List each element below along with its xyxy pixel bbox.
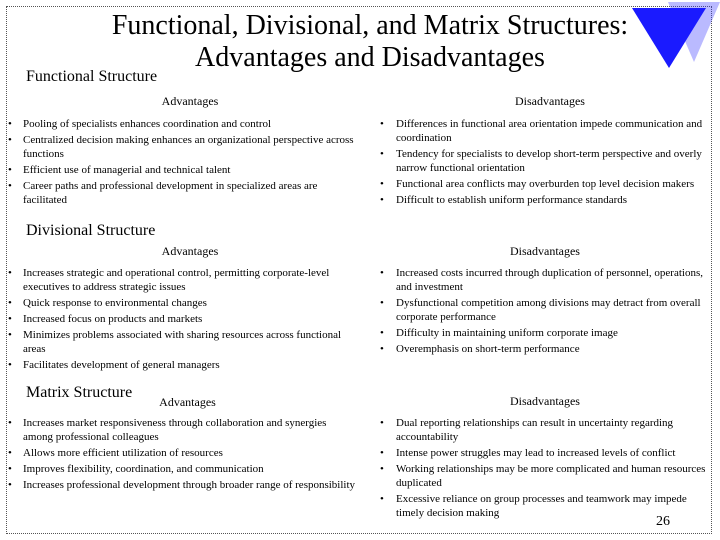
list-item: • Pooling of specialists enhances coordination and control [6, 117, 358, 131]
list-item: • Increases professional development through broader range of responsibility [6, 478, 358, 492]
functional-disadvantages-label: Disadvantages [515, 94, 585, 108]
list-item: • Dual reporting relationships can result in uncertainty regarding accountability [380, 416, 710, 444]
list-item: • Excessive reliance on group processes and teamwork may impede timely decision making [380, 492, 710, 520]
list-item: • Improves flexibility, coordination, and communication [6, 462, 358, 476]
functional-heading: Functional Structure [26, 68, 158, 85]
matrix-advantages-list [6, 416, 358, 494]
functional-advantages-label: Advantages [161, 94, 219, 108]
matrix-disadvantages-label: Disadvantages [510, 394, 580, 408]
list-item: • Difficult to establish uniform performance standards [380, 193, 710, 207]
list-item: • Difficulty in maintaining uniform corporate image [380, 326, 710, 340]
slide-title: Functional, Divisional, and Matrix Structures: Advantages and Disadvantages [111, 10, 629, 73]
divisional-heading: Divisional Structure [26, 222, 156, 239]
list-item: • Increased costs incurred through duplication of personnel, operations, and investment [380, 266, 710, 294]
matrix-advantages-label: Advantages [159, 395, 216, 409]
list-item: • Increases strategic and operational control, permitting corporate-level executives to address strategic issues [6, 266, 358, 294]
list-item: • Intense power struggles may lead to increased levels of conflict [380, 446, 710, 460]
list-item: • Efficient use of managerial and technical talent [6, 163, 358, 177]
list-item: • Functional area conflicts may overburden top level decision makers [380, 177, 710, 191]
down-triangle-logo-icon [630, 2, 720, 74]
list-item: • Career paths and professional development in specialized areas are facilitated [6, 179, 358, 207]
divisional-disadvantages-label: Disadvantages [510, 244, 580, 258]
list-item: • Increases market responsiveness through collaboration and synergies among professional colleagues [6, 416, 358, 444]
list-item: • Dysfunctional competition among divisions may detract from overall corporate performance [380, 296, 710, 324]
divisional-advantages-label: Advantages [161, 244, 219, 258]
page-number: 26 [656, 514, 670, 529]
list-item: • Centralized decision making enhances an organizational perspective across functions [6, 133, 358, 161]
divisional-disadvantages-list [380, 266, 710, 358]
matrix-heading: Matrix Structure [26, 384, 133, 401]
list-item: • Allows more efficient utilization of resources [6, 446, 358, 460]
divisional-advantages-list [6, 266, 358, 374]
list-item: • Increased focus on products and markets [6, 312, 358, 326]
list-item: • Facilitates development of general managers [6, 358, 358, 372]
list-item: • Working relationships may be more complicated and human resources duplicated [380, 462, 710, 490]
list-item: • Overemphasis on short-term performance [380, 342, 710, 356]
list-item: • Quick response to environmental changes [6, 296, 358, 310]
list-item: • Differences in functional area orientation impede communication and coordination [380, 117, 710, 145]
functional-disadvantages-list [380, 117, 710, 209]
list-item: • Minimizes problems associated with sharing resources across functional areas [6, 328, 358, 356]
list-item: • Tendency for specialists to develop short-term perspective and overly narrow functional orientation [380, 147, 710, 175]
matrix-disadvantages-list [380, 416, 710, 522]
functional-advantages-list [6, 117, 358, 209]
